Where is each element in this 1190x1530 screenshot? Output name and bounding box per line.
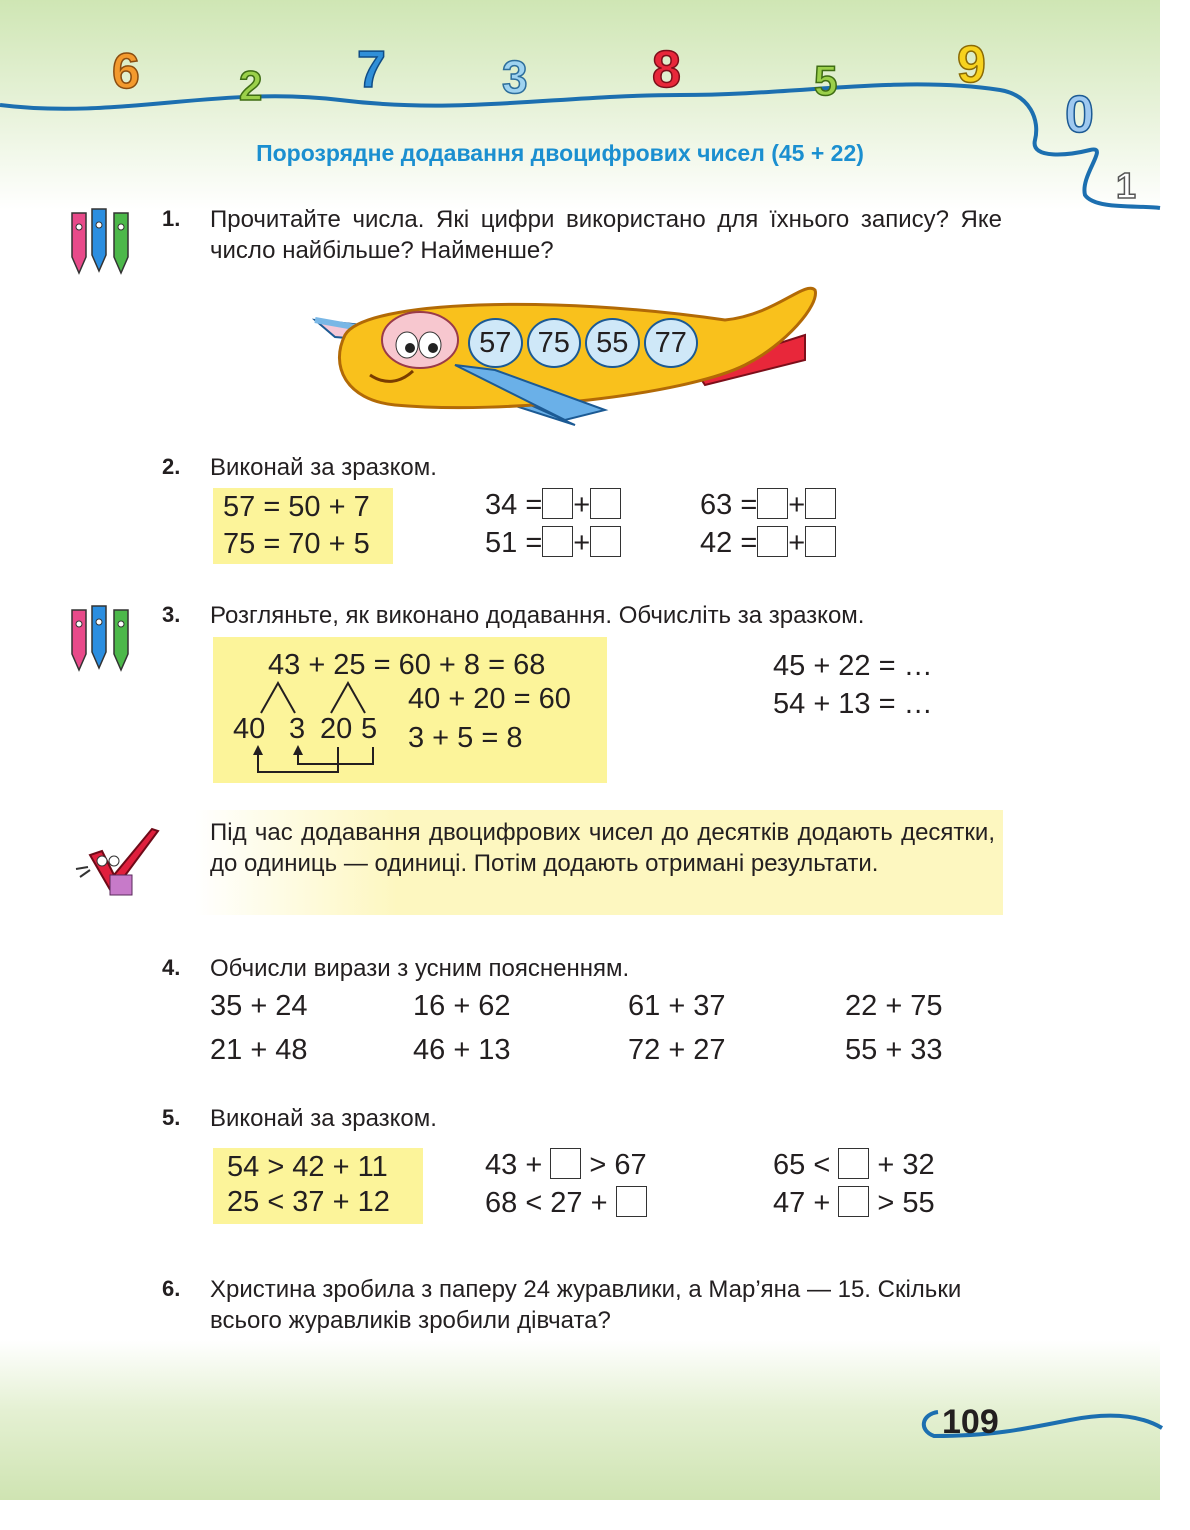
task-text: Виконай за зразком. [210, 1105, 437, 1132]
answer-box[interactable] [805, 526, 836, 557]
answer-box[interactable] [757, 488, 788, 519]
digit-8: 8 [652, 41, 681, 99]
plane-window-number: 57 [468, 318, 523, 368]
expression-text: 46 + 13 [413, 1034, 511, 1066]
task-number: 1. [162, 206, 181, 231]
expression-row [773, 1186, 935, 1220]
expression-text: 47 + [773, 1187, 831, 1219]
task-number: 3. [162, 602, 181, 627]
expression-text: 55 + 33 [845, 1034, 943, 1066]
expression-text: 61 + 37 [628, 990, 726, 1022]
plus-sign: + [788, 527, 806, 559]
checkmark-icon [72, 825, 162, 900]
expression-text: 21 + 48 [210, 1034, 308, 1066]
plane-windows [468, 318, 698, 368]
answer-box[interactable] [838, 1186, 869, 1217]
expression-text: 22 + 75 [845, 990, 943, 1022]
sample-line: 3 + 5 = 8 [408, 722, 523, 754]
task-number: 6. [162, 1276, 181, 1301]
digit-character-icon [800, 50, 860, 105]
plane-window-number: 77 [644, 318, 699, 368]
split-number: 20 [320, 713, 353, 745]
plus-sign: + [788, 489, 806, 521]
expression-text: 43 + [485, 1149, 543, 1181]
sample-line: 75 = 70 + 5 [223, 528, 370, 560]
expression-text: > 55 [877, 1187, 935, 1219]
answer-box[interactable] [838, 1148, 869, 1179]
sample-line: 54 > 42 + 11 [227, 1151, 388, 1183]
sample-main: 43 + 25 = 60 + 8 = 68 [268, 649, 546, 681]
expression-row [485, 488, 621, 522]
digit-3: 3 [502, 51, 528, 103]
expression-row [485, 1148, 647, 1182]
answer-box[interactable] [542, 526, 573, 557]
digit-character-icon [490, 45, 550, 105]
answer-box[interactable] [616, 1186, 647, 1217]
digit-0: 0 [1065, 86, 1094, 144]
expression-text: 54 + 13 = … [773, 688, 933, 720]
footer-wave-icon [900, 1390, 1170, 1460]
split-number: 3 [289, 713, 306, 745]
sample-line: 57 = 50 + 7 [223, 491, 370, 523]
page-number: 109 [942, 1403, 999, 1441]
answer-box[interactable] [805, 488, 836, 519]
expression-row [773, 1148, 935, 1182]
plane-window-number: 75 [527, 318, 582, 368]
page-title: Порозрядне додавання двоцифрових чисел (45 + 22) [256, 140, 864, 166]
expression-text: 16 + 62 [413, 990, 511, 1022]
task-text: Прочитайте числа. Які цифри використано для їхнього запису? Яке число найбільше? Найменше? [210, 206, 1002, 264]
answer-box[interactable] [590, 526, 621, 557]
rule-box [195, 810, 1003, 915]
answer-box[interactable] [757, 526, 788, 557]
digit-character-icon [225, 55, 285, 110]
expression-text: 42 = [700, 527, 758, 559]
task-number: 2. [162, 454, 181, 479]
expression-text: 65 < [773, 1149, 831, 1181]
plane-window-number: 55 [585, 318, 640, 368]
expression-text: 51 = [485, 527, 543, 559]
digit-character-icon [945, 30, 1005, 95]
decomposition-lines-icon [213, 637, 607, 783]
digit-character-icon [1055, 80, 1115, 145]
sample-line: 25 < 37 + 12 [227, 1186, 390, 1218]
task-number: 4. [162, 955, 181, 980]
digit-9: 9 [957, 36, 986, 94]
expression-text: 68 < 27 + [485, 1187, 608, 1219]
expression-text: > 67 [589, 1149, 647, 1181]
pencils-icon [62, 602, 142, 674]
answer-box[interactable] [590, 488, 621, 519]
digit-7: 7 [357, 41, 386, 99]
task-text: Обчисли вирази з усним поясненням. [210, 955, 630, 982]
expression-text: 35 + 24 [210, 990, 308, 1022]
digit-6: 6 [112, 43, 140, 99]
header-wave-icon [0, 0, 1190, 230]
sample-box [213, 1148, 423, 1224]
plus-sign: + [573, 489, 591, 521]
expression-text: 45 + 22 = … [773, 650, 933, 682]
expression-row [700, 526, 836, 560]
expression-row [485, 1186, 647, 1220]
digit-character-icon [345, 35, 405, 100]
split-number: 40 [233, 713, 266, 745]
rule-text: Під час додавання двоцифрових чисел до десятків додають десятки, до одиниць — одиниці. Потім додають отримані результати. [210, 819, 995, 877]
task-number: 5. [162, 1105, 181, 1130]
expression-text: 63 = [700, 489, 758, 521]
expression-text: + 32 [877, 1149, 935, 1181]
sample-line: 40 + 20 = 60 [408, 683, 571, 715]
digit-5: 5 [814, 57, 838, 104]
answer-box[interactable] [550, 1148, 581, 1179]
plus-sign: + [573, 527, 591, 559]
answer-box[interactable] [542, 488, 573, 519]
pencils-icon [62, 205, 142, 277]
expression-row [700, 488, 836, 522]
digit-character-icon [100, 40, 160, 100]
digit-1: 1 [1116, 165, 1137, 205]
expression-row [485, 526, 621, 560]
task-text: Христина зробила з паперу 24 журавлики, а Мар’яна — 15. Скільки всього журавликів зробили дівчата? [210, 1276, 962, 1334]
expression-text: 72 + 27 [628, 1034, 726, 1066]
task-text: Розгляньте, як виконано додавання. Обчисліть за зразком. [210, 602, 865, 629]
task-text: Виконай за зразком. [210, 454, 437, 481]
sample-box [213, 637, 607, 783]
split-number: 5 [361, 713, 378, 745]
sample-box [213, 488, 393, 564]
digit-2: 2 [239, 62, 263, 109]
expression-text: 34 = [485, 489, 543, 521]
digit-character-icon [640, 35, 700, 100]
